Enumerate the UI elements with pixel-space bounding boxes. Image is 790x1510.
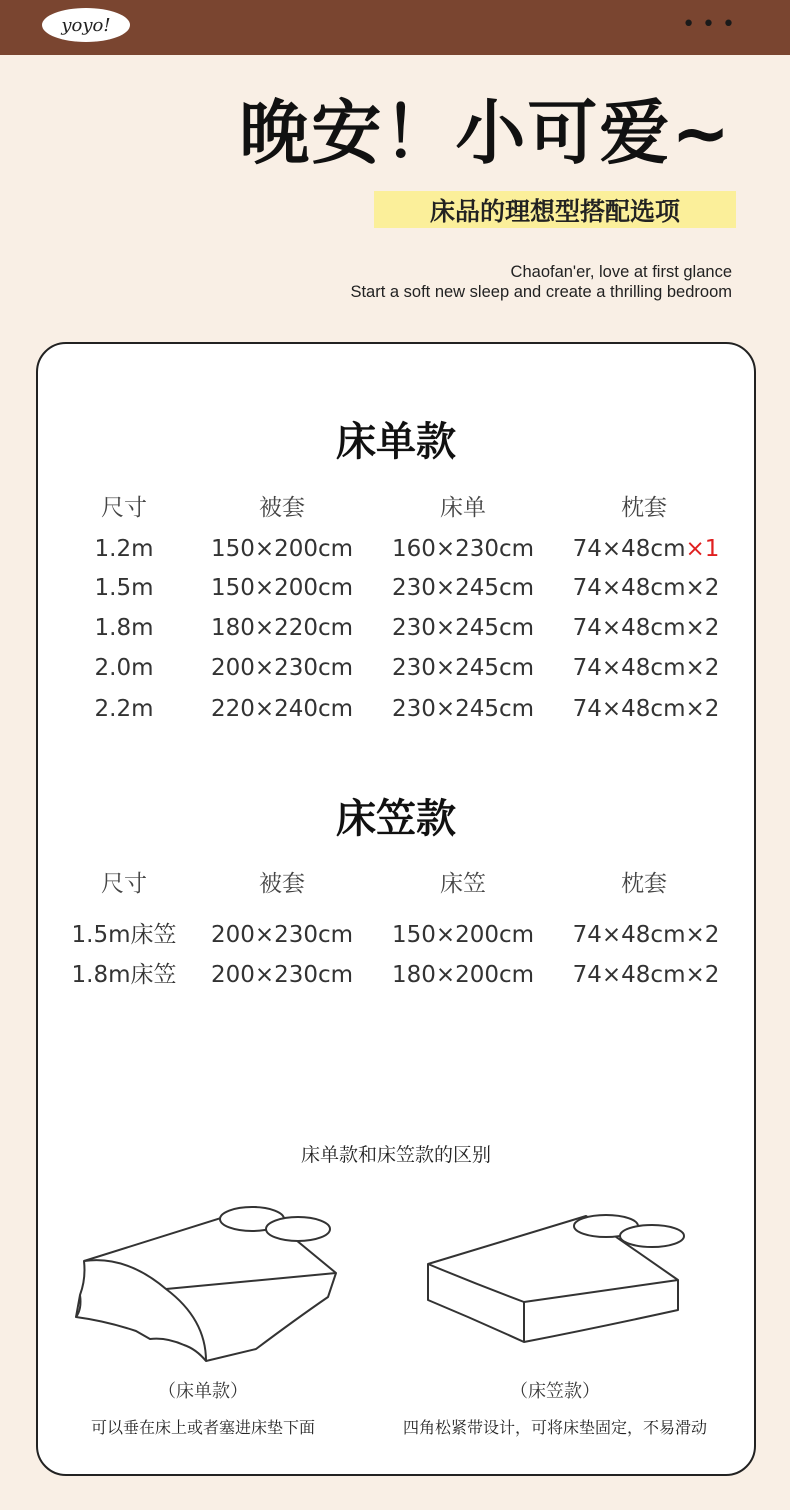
column-header: 尺寸 (101, 871, 147, 897)
size-cell: 1.5m (94, 575, 154, 601)
slogan (350, 262, 732, 302)
difference-title: 床单款和床笠款的区别 (300, 1144, 491, 1166)
sheet-cell: 230×245cm (391, 615, 535, 641)
table-row (38, 693, 754, 725)
more-dots-icon[interactable]: ••• (682, 12, 742, 37)
sheet-cell: 230×245cm (391, 655, 535, 681)
flat-sheet-description: 可以垂在床上或者塞进床垫下面 (90, 1418, 316, 1437)
column-header: 被套 (259, 871, 305, 897)
size-cell: 2.2m (94, 696, 154, 722)
table-row (38, 652, 754, 684)
table-row (38, 572, 754, 604)
pillowcase-size: 74×48cm (572, 536, 686, 562)
column-header: 床笠 (440, 871, 486, 897)
column-header: 被套 (259, 495, 305, 521)
fitted-sheet-header-row (38, 868, 754, 900)
slogan-line-2: Start a soft new sleep and create a thrilling bedroom (350, 283, 732, 301)
fitted-sheet-title: 床笠款 (336, 796, 456, 842)
pillowcase-cell: 74×48cm×2 (572, 962, 720, 988)
flat-sheet-caption: （床单款） (158, 1381, 248, 1402)
sheet-cell: 230×245cm (391, 575, 535, 601)
pillowcase-cell: 74×48cm×2 (572, 615, 720, 641)
top-bar (0, 0, 790, 55)
column-header: 尺寸 (101, 495, 147, 521)
flat-sheet-header-row (38, 492, 754, 524)
table-row (38, 919, 754, 951)
size-card (36, 342, 756, 1476)
size-cell: 1.8m床笠 (71, 962, 177, 988)
table-row (38, 533, 754, 565)
duvet-cell: 200×230cm (210, 922, 354, 948)
duvet-cell: 200×230cm (210, 962, 354, 988)
sheet-cell: 230×245cm (391, 696, 535, 722)
sheet-cell: 160×230cm (391, 536, 535, 562)
subtitle-banner: 床品的理想型搭配选项 (374, 191, 736, 228)
duvet-cell: 220×240cm (210, 696, 354, 722)
pillowcase-cell: 74×48cm×2 (572, 696, 720, 722)
slogan-line-1: Chaofan'er, love at first glance (510, 263, 732, 281)
fitted-sheet-cell: 150×200cm (391, 922, 535, 948)
size-cell: 2.0m (94, 655, 154, 681)
pillowcase-qty: ×1 (685, 536, 720, 562)
column-header: 枕套 (621, 871, 667, 897)
pillowcase-cell: 74×48cm×2 (572, 655, 720, 681)
fitted-sheet-bed-illustration (416, 1202, 686, 1352)
table-row (38, 959, 754, 991)
duvet-cell: 150×200cm (210, 536, 354, 562)
flat-sheet-title: 床单款 (336, 419, 456, 465)
fitted-sheet-caption: （床笠款） (510, 1381, 600, 1402)
pillowcase-cell (573, 533, 720, 565)
pillowcase-cell: 74×48cm×2 (572, 922, 720, 948)
fitted-sheet-cell: 180×200cm (391, 962, 535, 988)
size-cell: 1.8m (94, 615, 154, 641)
headline: 晚安！小可爱~ (239, 92, 732, 174)
duvet-cell: 150×200cm (210, 575, 354, 601)
pillowcase-cell: 74×48cm×2 (572, 575, 720, 601)
flat-sheet-bed-illustration (66, 1199, 356, 1369)
table-row (38, 612, 754, 644)
brand-logo: yoyo! (42, 8, 130, 42)
duvet-cell: 180×220cm (210, 615, 354, 641)
size-cell: 1.2m (94, 536, 154, 562)
size-cell: 1.5m床笠 (71, 922, 177, 948)
column-header: 枕套 (621, 495, 667, 521)
column-header: 床单 (440, 495, 486, 521)
duvet-cell: 200×230cm (210, 655, 354, 681)
fitted-sheet-description: 四角松紧带设计，可将床垫固定，不易滑动 (402, 1418, 708, 1437)
